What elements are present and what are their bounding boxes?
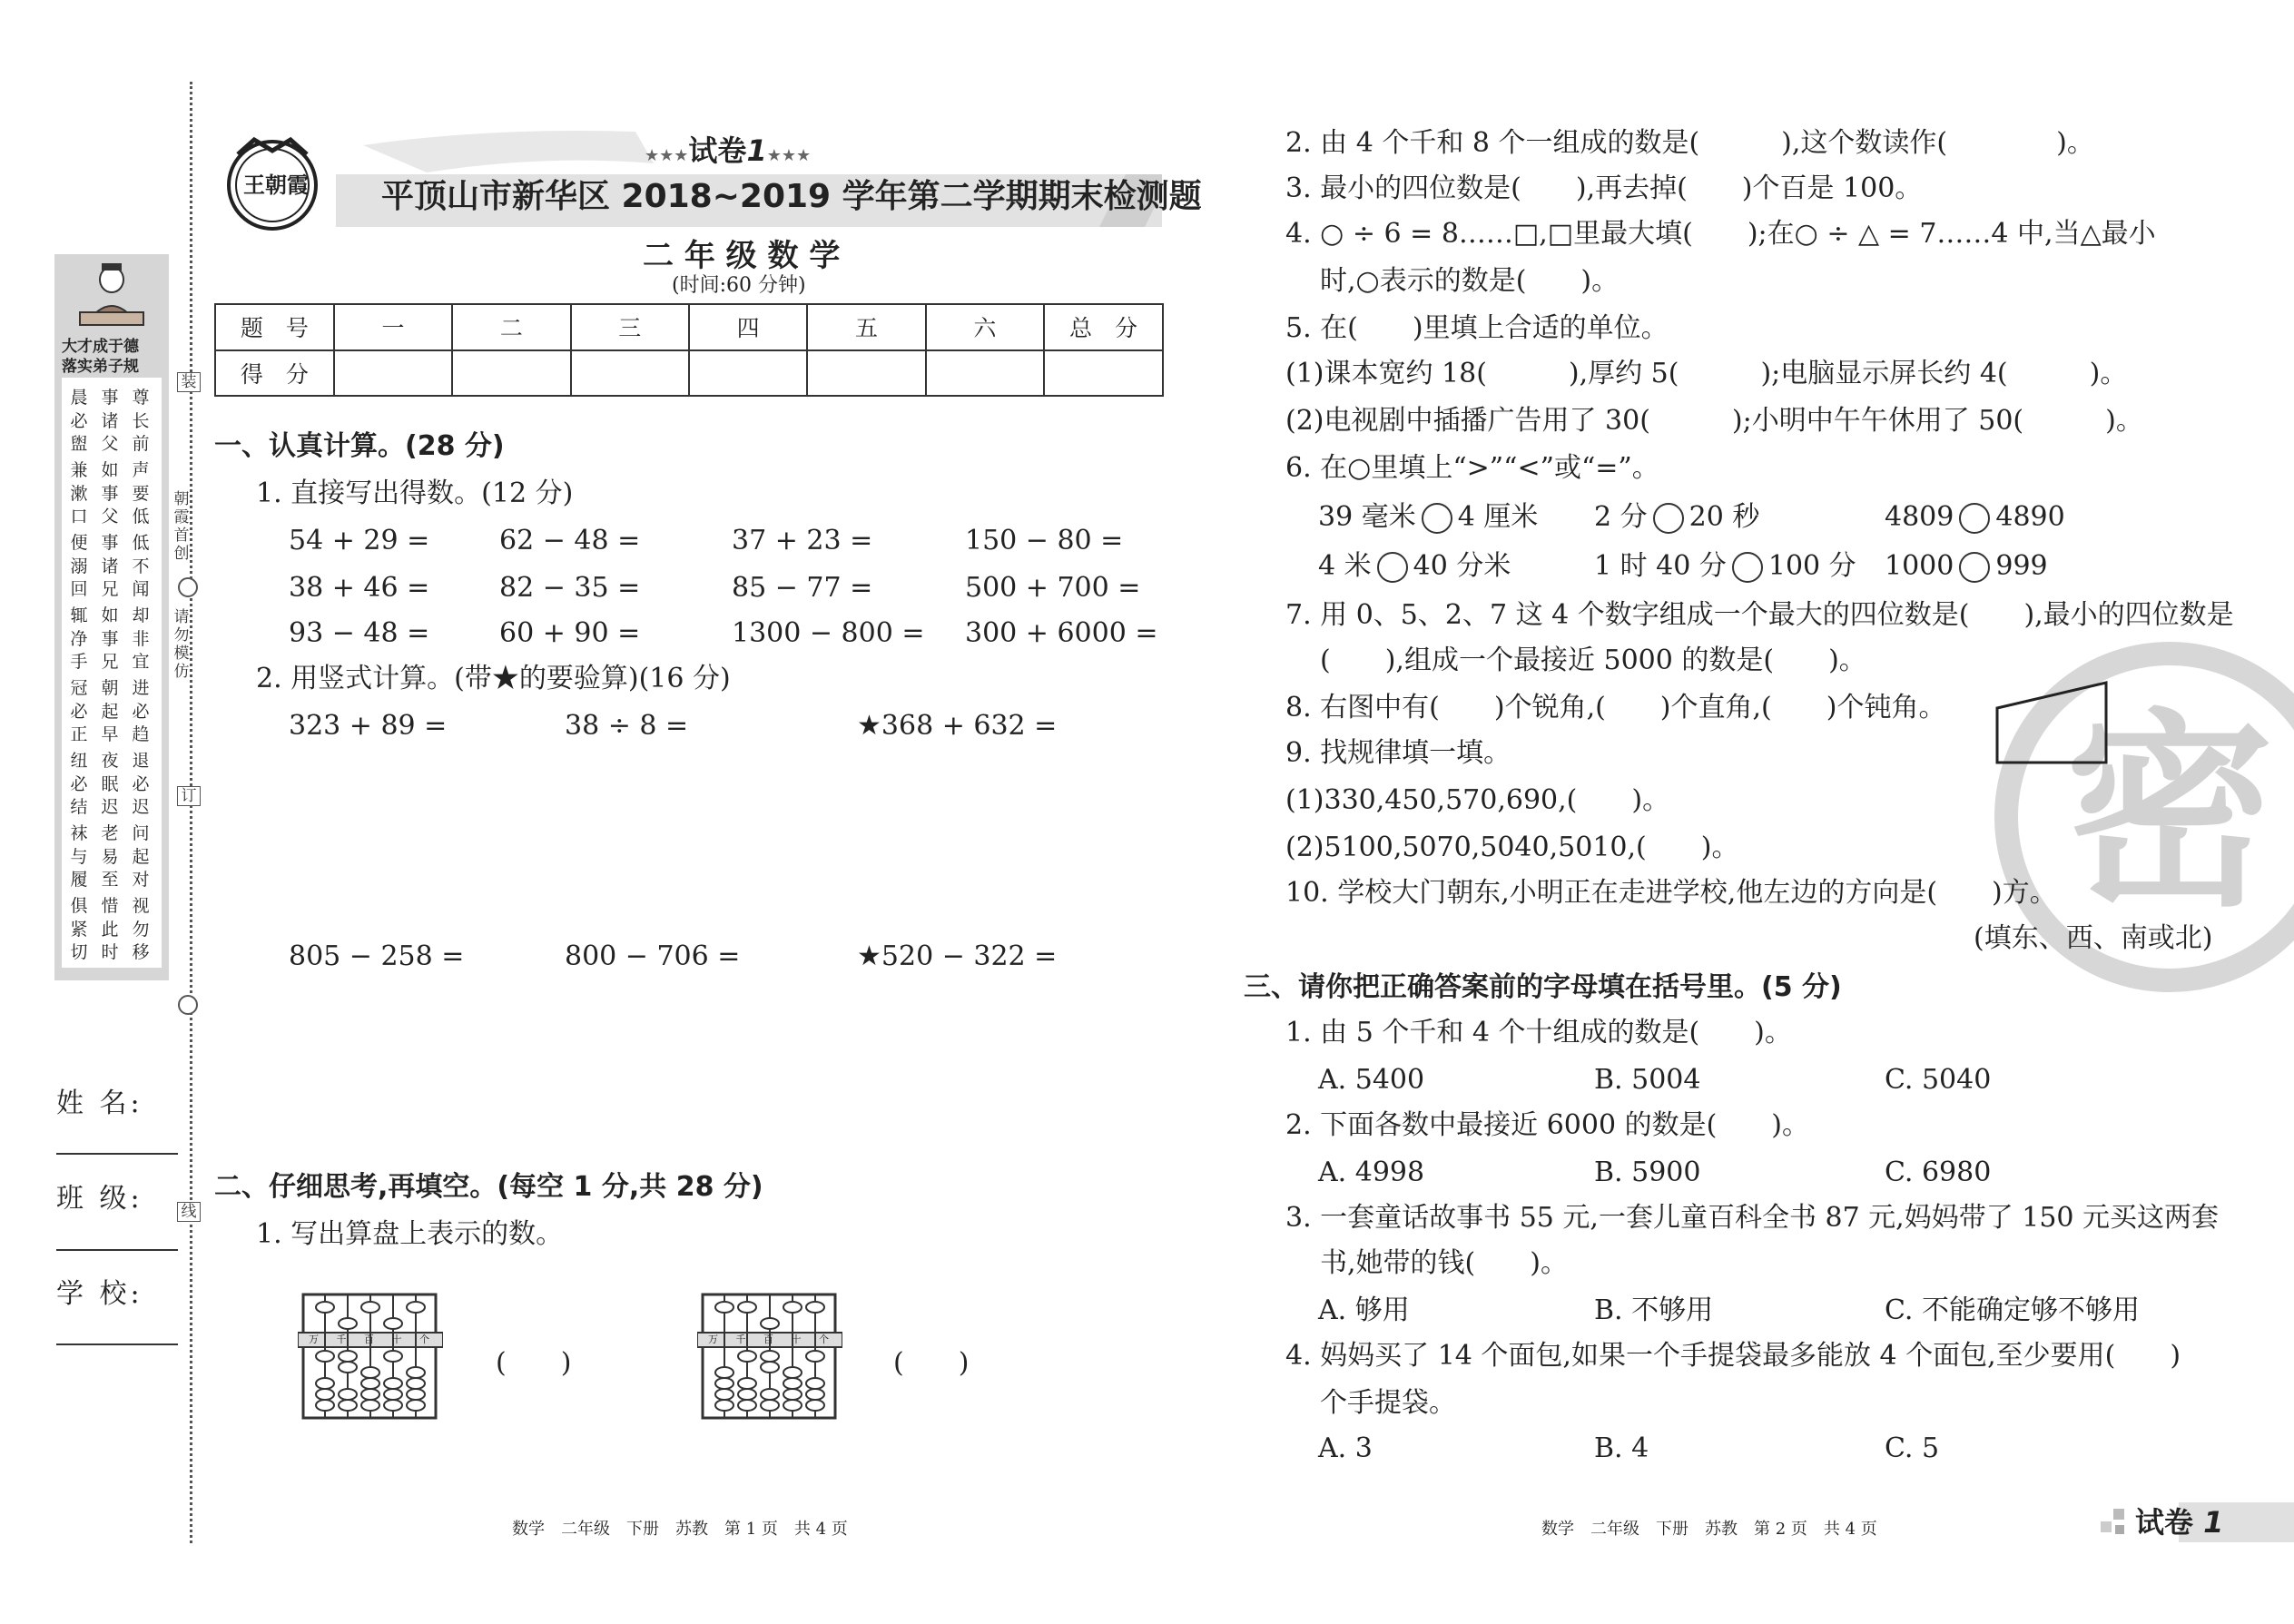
abacus-1 [298,1289,443,1425]
motto-line-1: 大才成于德 [62,338,139,356]
question-2-5-2: (2)电视剧中插播广告用了 30( );小明中午午休用了 50( )。 [1285,405,2143,437]
class-field[interactable] [56,1249,178,1251]
motto-column: 事 诸 父 [101,388,119,454]
question-2-10-hint: (填东、西、南或北) [1974,922,2213,954]
question-2-4-line-1: 4. ○ ÷ 6 = 8……□,□里最大填( );在○ ÷ △ = 7……4 中,当△最小 [1285,218,2156,250]
abacus-answer-blank[interactable]: ( ) [893,1347,970,1379]
compare-item: 1 时 40 分 100 分 [1594,550,1856,582]
score-table-header-cell: 题 号 [215,304,334,350]
motto-column: 兼 漱 口 [70,460,88,527]
option-c[interactable]: C. 不能确定够不够用 [1885,1294,2140,1326]
motto-line-2: 落实弟子规 [62,358,139,376]
motto-column: 事 诸 兄 [101,533,119,599]
page-1-footer: 数学 二年级 下册 苏教 第 1 页 共 4 页 [512,1520,848,1539]
question-2-9-2: (2)5100,5070,5040,5010,( )。 [1285,832,1739,863]
option-b[interactable]: B. 4 [1594,1432,1649,1464]
hole-icon [178,577,198,597]
corner-badge-label: 试卷 [2135,1505,2194,1540]
compare-item: 4809 4890 [1885,501,2065,533]
binding-line [190,82,192,1543]
score-cell[interactable] [334,350,452,397]
quadrilateral-figure [1994,679,2112,766]
option-b[interactable]: B. 5900 [1594,1156,1701,1188]
paper-badge-number: 1 [746,133,767,168]
seal-mark: 订 [177,786,201,806]
score-table-header-cell: 二 [452,304,570,350]
vertical-calc-item: 805 − 258 = [289,940,465,972]
score-row-label: 得 分 [215,350,334,397]
compare-circle[interactable] [1959,552,1990,583]
motto-column: 晨 必 盥 [70,388,88,454]
exam-title: 平顶山市新华区 2018~2019 学年第二学期期末检测题 [381,178,1202,215]
option-b[interactable]: B. 不够用 [1594,1294,1714,1326]
motto-column: 纽 必 结 [70,751,88,817]
abacus-place-labels: 万 千 百 十 个 [309,1334,437,1345]
score-table-header-cell: 总 分 [1044,304,1163,350]
section-3-title: 三、请你把正确答案前的字母填在括号里。(5 分) [1244,971,1842,1003]
compare-circle[interactable] [1959,503,1990,534]
compare-circle[interactable] [1653,503,1684,534]
score-table-header-row [215,304,1163,350]
motto-column: 声 要 低 [132,460,150,527]
option-a[interactable]: A. 3 [1318,1432,1373,1464]
question-2-5: 5. 在( )里填上合适的单位。 [1285,312,1669,344]
question-1-1-title: 1. 直接写出得数。(12 分) [256,477,574,509]
scholar-icon [74,260,149,330]
score-cell[interactable] [689,350,807,397]
corner-badge-number: 1 [2203,1505,2224,1540]
calc-item: 150 − 80 = [965,525,1124,556]
motto-column: 退 必 迟 [132,751,150,817]
hole-icon [178,995,198,1015]
calc-item: 500 + 700 = [965,572,1141,604]
motto-columns [62,378,162,968]
abacus-answer-blank[interactable]: ( ) [496,1347,572,1379]
question-2-10: 10. 学校大门朝东,小明正在走进学校,他左边的方向是( )方。 [1285,877,2057,909]
score-table-header-cell: 四 [689,304,807,350]
motto-column: 如 事 父 [101,460,119,527]
question-2-5-1: (1)课本宽约 18( ),厚约 5( );电脑显示屏长约 4( )。 [1285,358,2128,389]
question-2-8: 8. 右图中有( )个锐角,( )个直角,( )个钝角。 [1285,692,1946,723]
motto-column: 俱 紧 切 [70,896,88,962]
question-3-4-line-2: 个手提袋。 [1320,1387,1456,1419]
seal-mark: 装 [177,372,201,392]
question-3-1: 1. 由 5 个千和 4 个十组成的数是( )。 [1285,1017,1792,1048]
motto-column: 辄 净 手 [70,605,88,672]
paper-badge-label: 试卷 [688,133,747,168]
option-b[interactable]: B. 5004 [1594,1064,1701,1096]
motto-column: 朝 起 早 [101,678,119,744]
calc-item: 93 − 48 = [289,617,430,649]
calc-item: 60 + 90 = [499,617,641,649]
name-field[interactable] [56,1153,178,1155]
abacus-2 [697,1289,842,1425]
motto-column: 夜 眠 迟 [101,751,119,817]
score-table [214,303,1164,397]
compare-circle[interactable] [1422,503,1452,534]
subject-title: 二 年 级 数 学 [643,238,841,274]
motto-column: 如 事 兄 [101,605,119,672]
question-2-7-line-1: 7. 用 0、5、2、7 这 4 个数字组成一个最大的四位数是( ),最小的四位数是 [1285,599,2234,631]
question-2-1-title: 1. 写出算盘上表示的数。 [256,1218,564,1250]
motto-column: 便 溺 回 [70,533,88,599]
score-cell[interactable] [807,350,925,397]
option-a[interactable]: A. 够用 [1318,1294,1410,1326]
calc-item: 1300 − 800 = [732,617,925,649]
paper-badge: ★★★试卷1★★★ [645,133,812,168]
calc-item: 62 − 48 = [499,525,641,556]
watermark-text: 密 [2064,693,2275,935]
motto-column: 冠 必 正 [70,678,88,744]
question-3-4-line-1: 4. 妈妈买了 14 个面包,如果一个手提袋最多能放 4 个面包,至少要用( ) [1285,1340,2181,1372]
sidebar-motto-panel [54,254,169,980]
copyright-note-1: 朝霞首创 [173,490,190,563]
motto-column: 袜 与 履 [70,823,88,890]
compare-circle[interactable] [1732,552,1763,583]
page-2-footer: 数学 二年级 下册 苏教 第 2 页 共 4 页 [1541,1520,1877,1539]
question-3-2: 2. 下面各数中最接近 6000 的数是( )。 [1285,1109,1809,1141]
compare-item: 39 毫米 4 厘米 [1318,501,1539,533]
calc-item: 54 + 29 = [289,525,430,556]
compare-item: 1000 999 [1885,550,2048,582]
question-2-9: 9. 找规律填一填。 [1285,737,1511,769]
option-a[interactable]: A. 5400 [1318,1064,1425,1096]
corner-decor-icon [2093,1509,2130,1538]
compare-item: 2 分 20 秒 [1594,501,1760,533]
question-2-3: 3. 最小的四位数是( ),再去掉( )个百是 100。 [1285,172,1923,204]
score-table-header-cell: 三 [571,304,689,350]
motto-column: 老 易 至 [101,823,119,890]
score-table-header-cell: 一 [334,304,452,350]
score-table-score-row [215,350,1163,397]
motto-column: 视 勿 移 [132,896,150,962]
copyright-note-2: 请勿模仿 [173,608,190,681]
calc-item: 37 + 23 = [732,525,873,556]
calc-item: 38 + 46 = [289,572,430,604]
motto-column: 尊 长 前 [132,388,150,454]
motto-column: 低 不 闻 [132,533,150,599]
brand-logo-text: 王朝霞 [243,172,309,198]
calc-item: 82 − 35 = [499,572,641,604]
score-cell[interactable] [452,350,570,397]
school-field[interactable] [56,1343,178,1345]
option-c[interactable]: C. 5040 [1885,1064,1992,1096]
vertical-calc-item: ★368 + 632 = [857,710,1058,742]
question-3-3-line-1: 3. 一套童话故事书 55 元,一套儿童百科全书 87 元,妈妈带了 150 元买这两套 [1285,1202,2220,1234]
question-1-2-title: 2. 用竖式计算。(带★的要验算)(16 分) [256,663,731,694]
question-2-7-line-2: ( ),组成一个最接近 5000 的数是( )。 [1320,645,1866,676]
motto-column: 却 非 宜 [132,605,150,672]
motto-column: 惜 此 时 [101,896,119,962]
section-2-title: 二、仔细思考,再填空。(每空 1 分,共 28 分) [214,1171,763,1203]
question-2-4-line-2: 时,○表示的数是( )。 [1320,265,1620,297]
question-2-6: 6. 在○里填上“>”“<”或“=”。 [1285,452,1659,484]
vertical-calc-item: ★520 − 322 = [857,940,1058,972]
school-label: 学 校: [56,1278,143,1310]
abacus-place-labels: 万 千 百 十 个 [708,1334,836,1345]
score-cell[interactable] [571,350,689,397]
score-cell[interactable] [926,350,1044,397]
option-c[interactable]: C. 5 [1885,1432,1940,1464]
score-cell[interactable] [1044,350,1163,397]
motto-column: 问 起 对 [132,823,150,890]
compare-item: 4 米 40 分米 [1318,550,1511,582]
seal-mark: 线 [177,1202,201,1222]
score-table-header-cell: 六 [926,304,1044,350]
question-3-3-line-2: 书,她带的钱( )。 [1320,1247,1568,1279]
calc-item: 300 + 6000 = [965,617,1158,649]
vertical-calc-item: 800 − 706 = [565,940,741,972]
option-a[interactable]: A. 4998 [1318,1156,1425,1188]
question-2-9-1: (1)330,450,570,690,( )。 [1285,784,1670,816]
name-label: 姓 名: [56,1088,143,1119]
question-2-2: 2. 由 4 个千和 8 个一组成的数是( ),这个数读作( )。 [1285,127,2094,159]
motto-column: 进 必 趋 [132,678,150,744]
time-limit: (时间:60 分钟) [672,274,806,297]
section-1-title: 一、认真计算。(28 分) [214,430,505,462]
calc-item: 85 − 77 = [732,572,873,604]
score-table-header-cell: 五 [807,304,925,350]
vertical-calc-item: 38 ÷ 8 = [565,710,689,742]
class-label: 班 级: [56,1183,143,1215]
option-c[interactable]: C. 6980 [1885,1156,1992,1188]
compare-circle[interactable] [1377,552,1408,583]
vertical-calc-item: 323 + 89 = [289,710,448,742]
corner-badge [2135,1505,2223,1540]
